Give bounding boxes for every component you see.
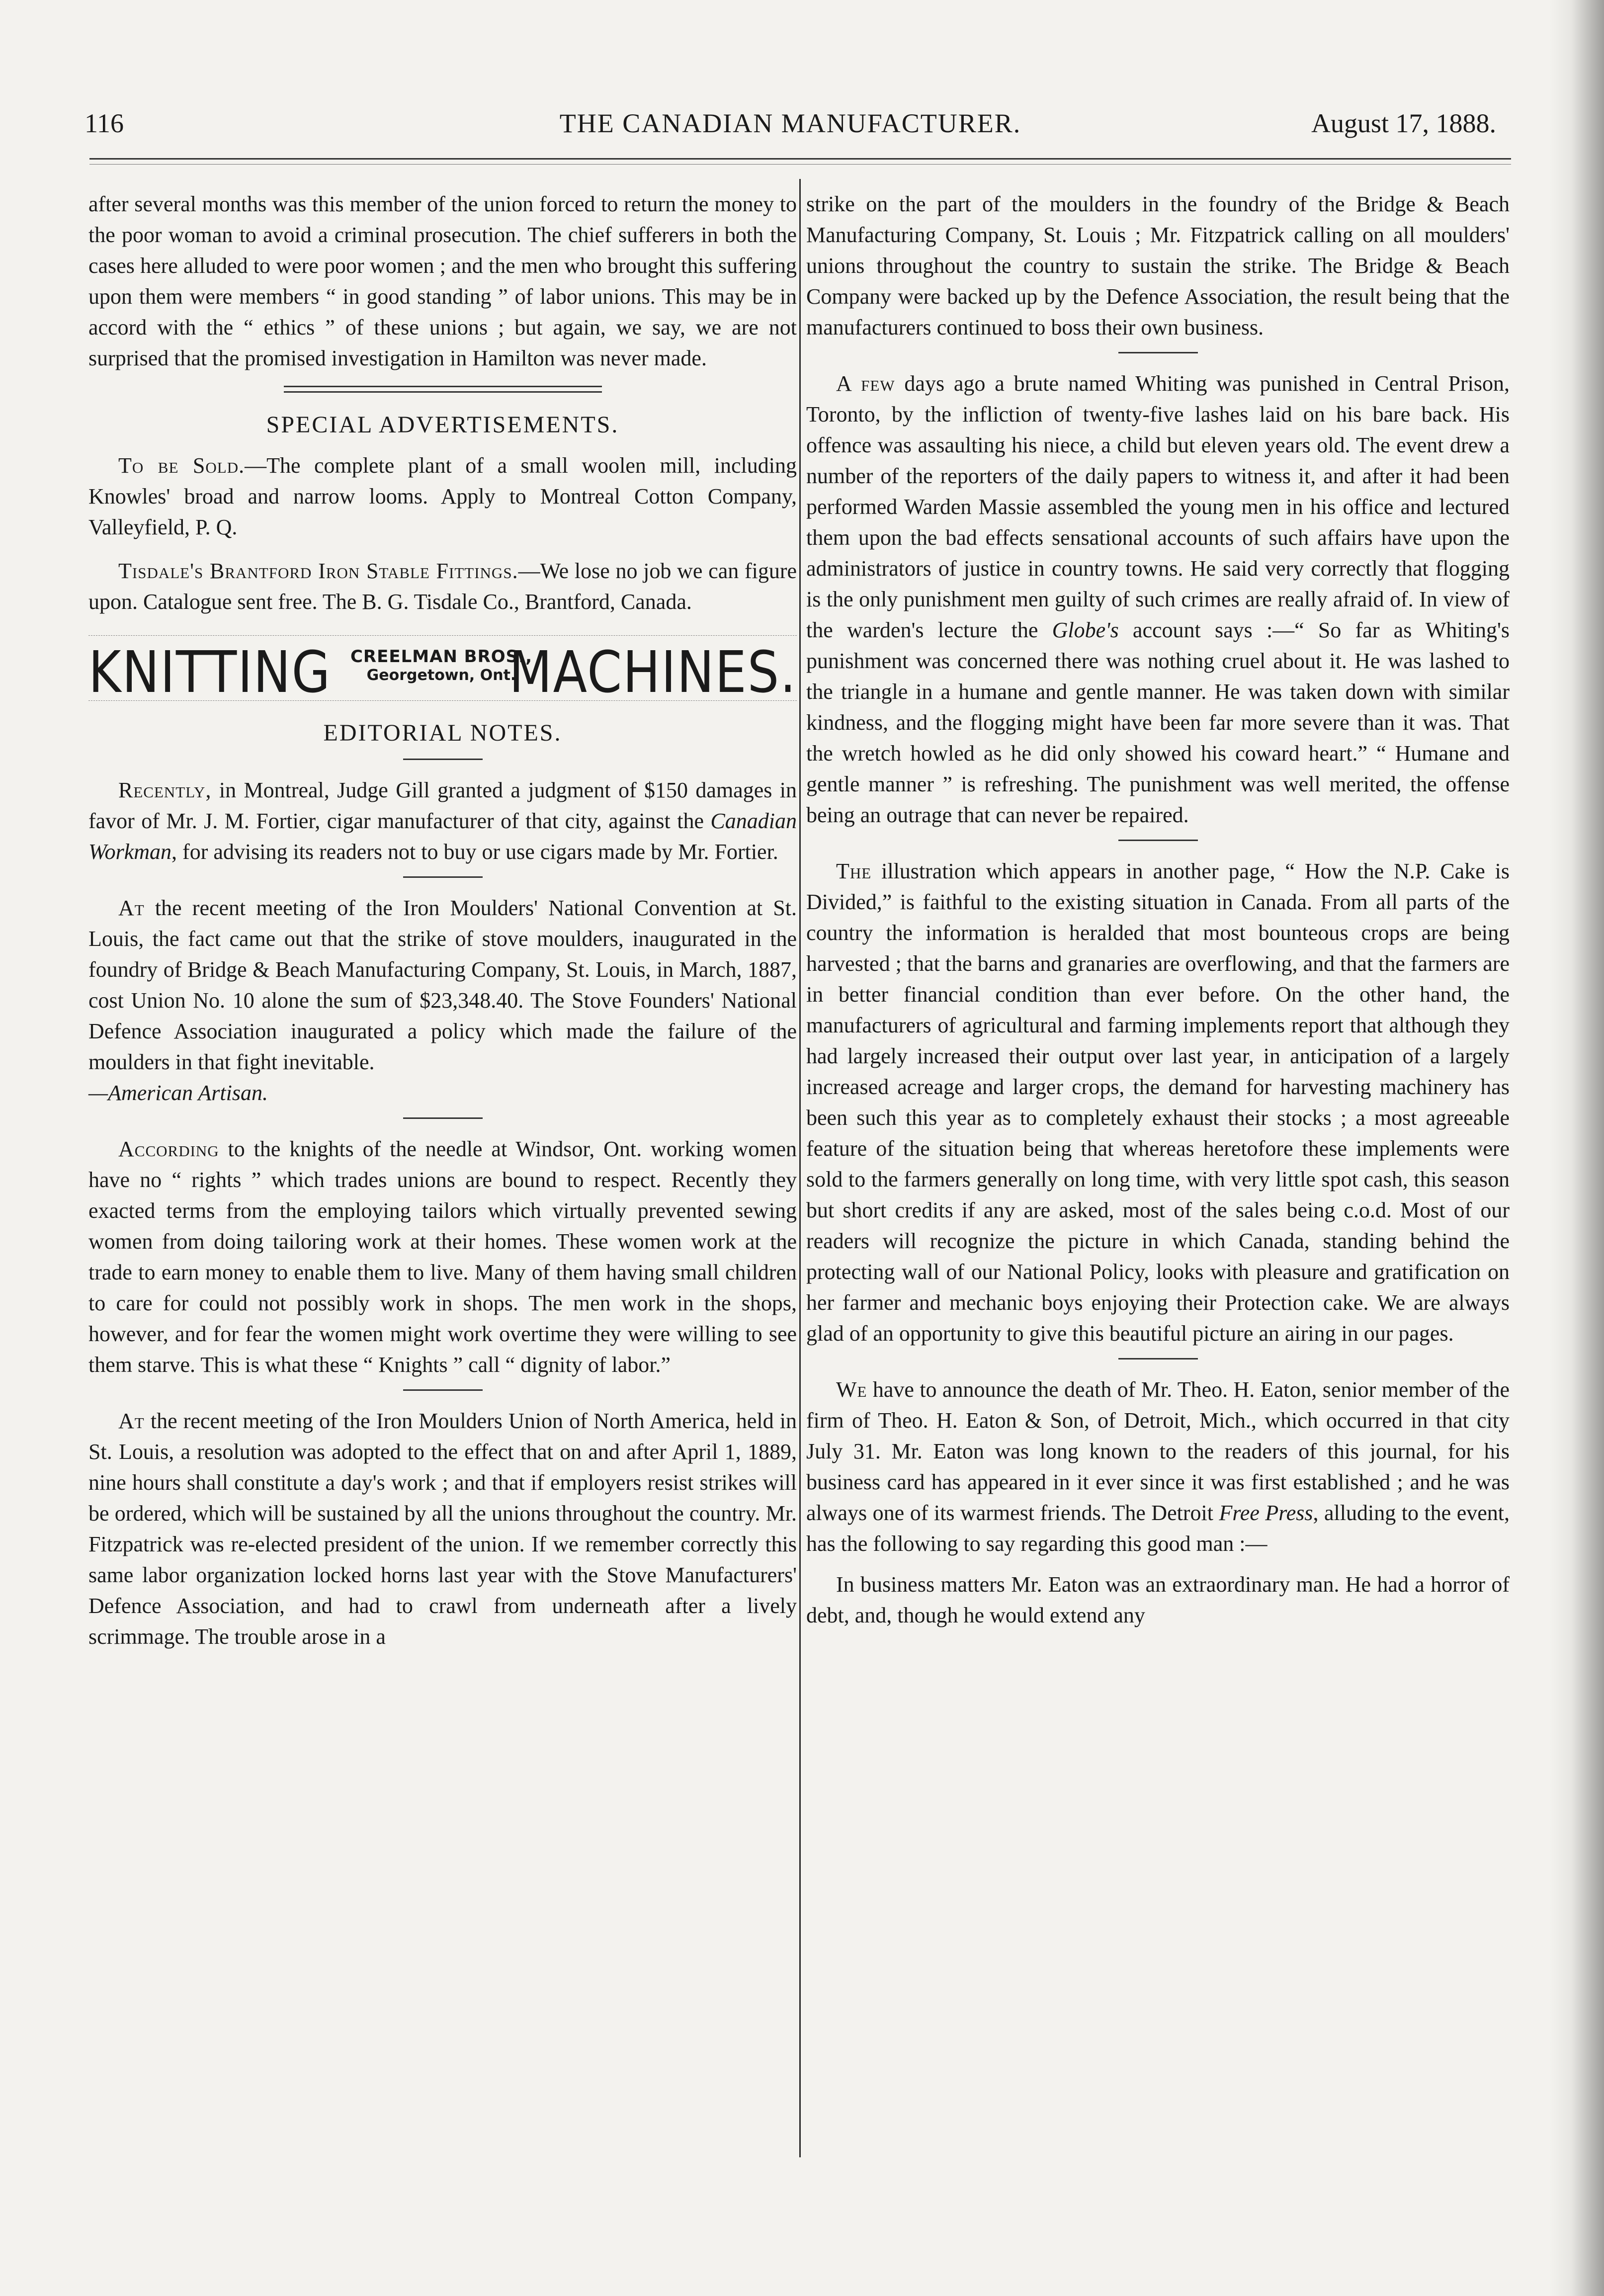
ad-location: Georgetown, Ont. [366, 667, 516, 684]
left-column [88, 189, 797, 1652]
note-lead: The [836, 859, 872, 883]
note-text: the recent meeting of the Iron Moulders Union of North America, held in St. Louis, a resolution was adopted to the effect that on and after April 1, 1889, nine hours shall constitute a day's work ; and that if employers resist strikes will be ordered, which will be sustained by all the unions throughout the country. Mr. Fitzpatrick was re-elected president of the union. If we remember correctly this same labor organization locked horns last year with the Stove Manufacturers' Defence Association, and had to crawl from underneath after a lively scrimmage. The trouble arose in a [88, 1409, 797, 1649]
note-eaton [806, 1374, 1510, 1559]
separator [1118, 352, 1198, 353]
note-moulders-convention [88, 893, 797, 1078]
note-knights-needle [88, 1134, 797, 1380]
note-np-cake [806, 856, 1510, 1349]
ad-word-knitting: KNITTING [88, 639, 332, 706]
note-text: illustration which appears in another page, “ How the N.P. Cake is Divided,” is faithful to the existing situation in Canada. From all parts of the country the information is heralded that most bounteous crops are being harvested ; that the barns and granaries are overflowing, and that the farmers are in better financial condition than ever before. On the other hand, the manufacturers of agricultural and farming implements report that although they had largely increased their output over last year, in anticipation of a largely increased acreage and larger crops, the demand for harvesting machinery has been such this year as to completely exhaust their stocks ; a most agreeable feature of the situation being that whereas heretofore these implements were sold to the farmers generally on long time, with very little spot cash, this season but short credits if any are asked, most of the sales being c.o.d. Most of our readers will recognize the picture in which Canada, standing behind the protecting wall of our National Policy, looks with pleasure and gratification on her farmer and mechanic boys enjoying their Protection cake. We are always glad of an opportunity to give this beautiful picture an airing in our pages. [806, 859, 1510, 1346]
note-source [88, 1078, 797, 1108]
note-text: account says :—“ So far as Whiting's punishment was concerned there was nothing cruel about it. He was lashed to the triangle in a humane and gentle manner. He was taken down with similar kindness, and the flogging might have been far more severe than it was. That the wretch howled as he did only showed his coward heart.” “ Humane and gentle manner ” is refreshing. The punishment was well merited, the offense being an outrage that can never be repaired. [806, 618, 1510, 827]
ad-lead: Tisdale's Brantford Iron Stable Fittings. [118, 559, 518, 583]
note-text: have to announce the death of Mr. Theo. H. Eaton, senior member of the firm of Theo. H. Eaton & Son, of Detroit, Mich., which occurred in that city July 31. Mr. Eaton was long known to the readers of this journal, for his business card has appeared in it ever since it was first established ; and he was always one of its warmest friends. The Detroit [806, 1377, 1510, 1525]
note-fortier [88, 775, 797, 867]
note-lead: At [118, 896, 145, 920]
note-italic: Free Press [1219, 1501, 1313, 1525]
header-rule [89, 158, 1511, 160]
source-attribution: —American Artisan. [88, 1081, 268, 1105]
note-text: in Montreal, Judge Gill granted a judgment of $150 damages in favor of Mr. J. M. Fortier, cigar manufacturer of that city, against the [88, 778, 797, 833]
ad-woolen-mill [88, 450, 797, 543]
note-lead: According [118, 1137, 219, 1161]
right-column [806, 189, 1510, 1631]
note-italic: Globe's [1052, 618, 1119, 642]
note-lead: We [836, 1377, 867, 1402]
note-text: the recent meeting of the Iron Moulders' National Convention at St. Louis, the fact came out that the strike of stove moulders, inaugurated in the foundry of Bridge & Beach Manufacturing Company, St. Louis, in March, 1887, cost Union No. 10 alone the sum of $23,348.40. The Stove Founders' National Defence Association inaugurated a policy which made the failure of the moulders in that fight inevitable. [88, 896, 797, 1074]
issue-date: August 17, 1888. [1311, 108, 1496, 138]
running-head [84, 103, 1496, 143]
publication-title: THE CANADIAN MANUFACTURER. [559, 108, 1021, 138]
note-lead: At [118, 1409, 145, 1433]
separator [403, 1389, 483, 1391]
knitting-machines-ad [88, 635, 797, 706]
double-rule [284, 386, 602, 393]
note-text: days ago a brute named Whiting was punished in Central Prison, Toronto, by the infliction of twenty-five lashes laid on his bare back. His offence was assaulting his niece, a child but eleven years old. The event drew a number of the reporters of the daily papers to witness it, and after it had been performed Warden Massie assembled the young men in his office and lectured them upon the bad effects sensational accounts of such affairs have upon the administrators of justice in country towns. He said very correctly that flogging is the only punishment men guilty of such crimes are really afraid of. In view of the warden's lecture the [806, 371, 1510, 642]
quoted-passage: In business matters Mr. Eaton was an extraordinary man. He had a horror of debt, and, though he would extend any [806, 1572, 1510, 1627]
separator [1118, 840, 1198, 841]
ad-text: —We lose no job we can figure upon. Catalogue sent free. The B. G. Tisdale Co., Brantford, Canada. [88, 559, 797, 614]
note-whiting [806, 368, 1510, 831]
editorial-heading: EDITORIAL NOTES. [323, 720, 562, 746]
note-italic: Canadian Workman [88, 809, 797, 864]
note-lead: Recently, [118, 778, 212, 802]
continued-paragraph: after several months was this member of the union forced to return the money to the poor woman to avoid a criminal prosecution. The chief sufferers in both the cases here alluded to were poor women ; and the men who brought this suffering upon them were members “ in good standing ” of labor unions. This may be in accord with the “ ethics ” of these unions ; but again, we say, we are not surprised that the promised investigation in Hamilton was never made. [88, 192, 797, 370]
separator [403, 876, 483, 878]
header-rule-thin [89, 164, 1511, 165]
continued-paragraph: strike on the part of the moulders in the foundry of the Bridge & Beach Manufacturing Company, St. Louis ; Mr. Fitzpatrick calling on all moulders' unions throughout the country to sustain the strike. The Bridge & Beach Company were backed up by the Defence Association, the result being that the manufacturers continued to boss their own business. [806, 192, 1510, 340]
ad-stable-fittings [88, 556, 797, 617]
special-ads-heading: SPECIAL ADVERTISEMENTS. [266, 412, 619, 438]
note-moulders-union [88, 1406, 797, 1652]
separator [1118, 1358, 1198, 1360]
ad-company: CREELMAN BROS., [350, 647, 532, 667]
note-text: to the knights of the needle at Windsor, Ont. working women have no “ rights ” which trades unions are bound to respect. Recently they exacted terms from the employing tailors which virtually prevented sewing women from doing tailoring work at their homes. These women work at the trade to earn money to enable them to live. Many of them having small children to care for could not possibly work in shops. The men work in the shops, however, and for fear the women might work overtime they were willing to see them starve. This is what these “ Knights ” call “ dignity of labor.” [88, 1137, 797, 1377]
ad-text: —The complete plant of a small woolen mill, including Knowles' broad and narrow looms. Apply to Montreal Cotton Company, Valleyfield, P. Q. [88, 453, 797, 539]
page-edge-shadow [1549, 0, 1604, 2296]
note-lead: A few [836, 371, 895, 396]
separator [403, 1117, 483, 1119]
page-number: 116 [84, 108, 124, 138]
ad-word-machines: MACHINES. [509, 639, 797, 706]
note-text: , for advising its readers not to buy or use cigars made by Mr. Fortier. [171, 840, 778, 864]
separator [403, 759, 483, 760]
ad-lead: To be Sold. [118, 453, 245, 478]
column-rule [799, 179, 801, 2157]
note-text: , alluding to the event, has the following to say regarding this good man :— [806, 1501, 1510, 1556]
